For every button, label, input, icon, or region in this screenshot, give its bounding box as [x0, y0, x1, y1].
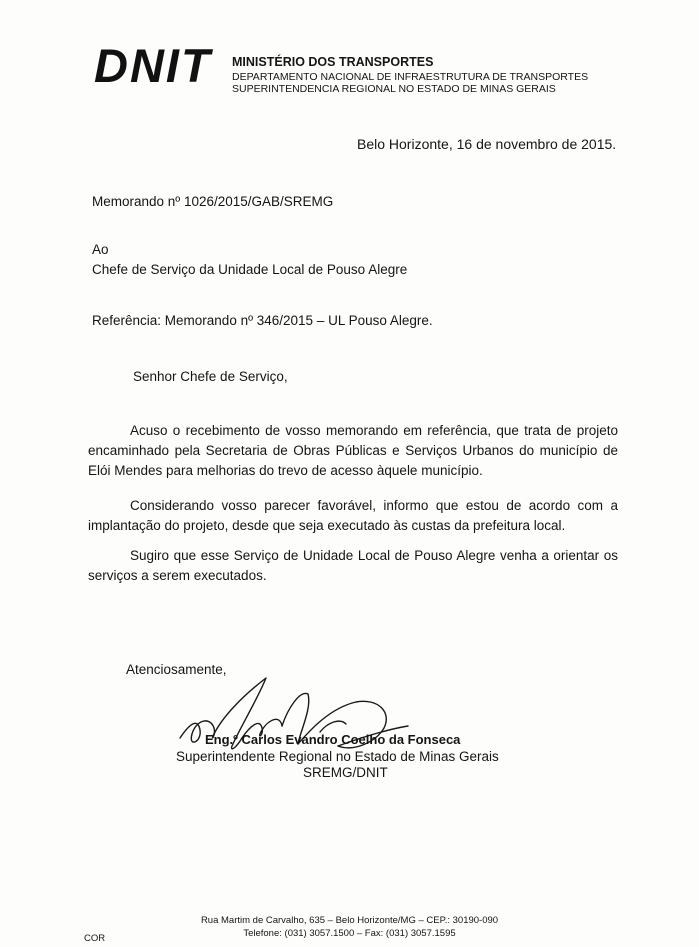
footer-cor: COR — [84, 933, 106, 944]
footer-phone: Telefone: (031) 3057.1500 – Fax: (031) 3057.1595 — [243, 928, 456, 939]
recipient-name: Chefe de Serviço da Unidade Local de Pouso Alegre — [92, 262, 408, 277]
memo-number: Memorando nº 1026/2015/GAB/SREMG — [92, 194, 334, 209]
department-name: DEPARTAMENTO NACIONAL DE INFRAESTRUTURA DE TRANSPORTES — [232, 71, 589, 83]
dnit-logo: DNIT — [94, 39, 212, 92]
footer-address-row — [0, 915, 699, 926]
letter-date: Belo Horizonte, 16 de novembro de 2015. — [357, 136, 617, 152]
signatory-title: Superintendente Regional no Estado de Minas Gerais — [176, 749, 499, 764]
signatory-org: SREMG/DNIT — [303, 765, 388, 780]
department-block — [232, 71, 588, 95]
closing: Atenciosamente, — [126, 662, 227, 677]
superintendence-name: SUPERINTENDENCIA REGIONAL NO ESTADO DE MINAS GERAIS — [232, 83, 556, 95]
body-paragraph-1: Acuso o recebimento de vosso memorando em referência, que trata de projeto encaminhado pela Secretaria de Obras Públicas e Serviços Urbanos do município de Elói Mendes para melhorias do trevo de acesso àquele município. — [88, 423, 618, 478]
recipient-prefix: Ao — [92, 242, 109, 257]
body-paragraph-2: Considerando vosso parecer favorável, informo que estou de acordo com a implantação do projeto, desde que seja executado às custas da prefeitura local. — [88, 498, 618, 533]
reference-line: Referência: Memorando nº 346/2015 – UL Pouso Alegre. — [92, 313, 433, 328]
body-paragraph-3: Sugiro que esse Serviço de Unidade Local de Pouso Alegre venha a orientar os serviços a serem executados. — [88, 548, 618, 583]
ministry-name: MINISTÉRIO DOS TRANSPORTES — [232, 55, 434, 69]
salutation: Senhor Chefe de Serviço, — [133, 369, 288, 384]
footer-address: Rua Martim de Carvalho, 635 – Belo Horizonte/MG – CEP.: 30190-090 — [200, 915, 499, 926]
signatory-name: Eng.º Carlos Evandro Coelho da Fonseca — [205, 732, 461, 747]
